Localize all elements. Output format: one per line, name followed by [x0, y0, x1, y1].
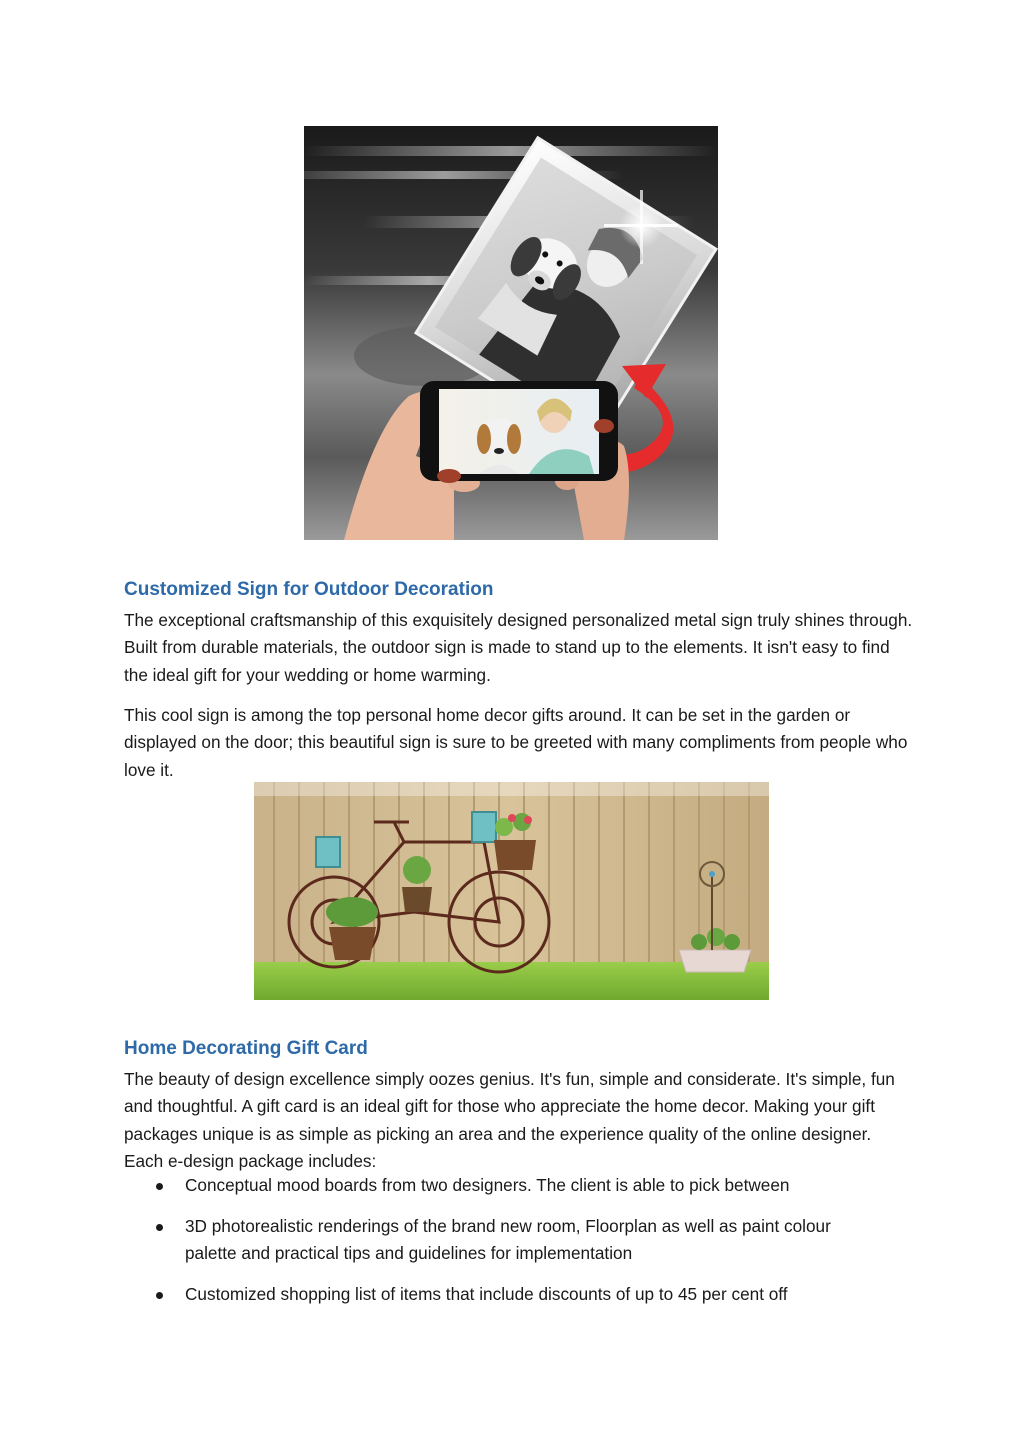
list-item-text: 3D photorealistic renderings of the brand new room, Floorplan as well as paint colour palette and practical tips and guidelines for implementation: [185, 1216, 831, 1264]
bullet-icon: [156, 1183, 163, 1190]
bullet-icon: [156, 1224, 163, 1231]
section-paragraph: The exceptional craftsmanship of this exquisitely designed personalized metal sign truly shines through. Built from durable materials, the outdoor sign is made to stand up to the elements. It isn't easy to find the ideal gift for your wedding or home warming.: [124, 610, 913, 685]
section-paragraph: This cool sign is among the top personal home decor gifts around. It can be set in the garden or displayed on the door; this beautiful sign is sure to be greeted with many compliments from people who love it.: [124, 705, 908, 780]
section-heading: Home Decorating Gift Card: [124, 1037, 368, 1059]
section-paragraph: The beauty of design excellence simply oozes genius. It's fun, simple and considerate. It's simple, fun and thoughtful. A gift card is an ideal gift for those who appreciate the home decor. Making your gift packages unique is as simple as picking an area and the experience quality of the online designer. Each e-design package includes:: [124, 1069, 895, 1172]
list-item-text: Conceptual mood boards from two designers. The client is able to pick between: [185, 1175, 790, 1195]
crystal-cube-photo-image: [304, 126, 718, 540]
section-heading: Customized Sign for Outdoor Decoration: [124, 578, 494, 600]
bullet-icon: [156, 1292, 163, 1299]
bicycle-planter-garden-image: [254, 782, 769, 1000]
list-item-text: Customized shopping list of items that include discounts of up to 45 per cent off: [185, 1284, 788, 1304]
